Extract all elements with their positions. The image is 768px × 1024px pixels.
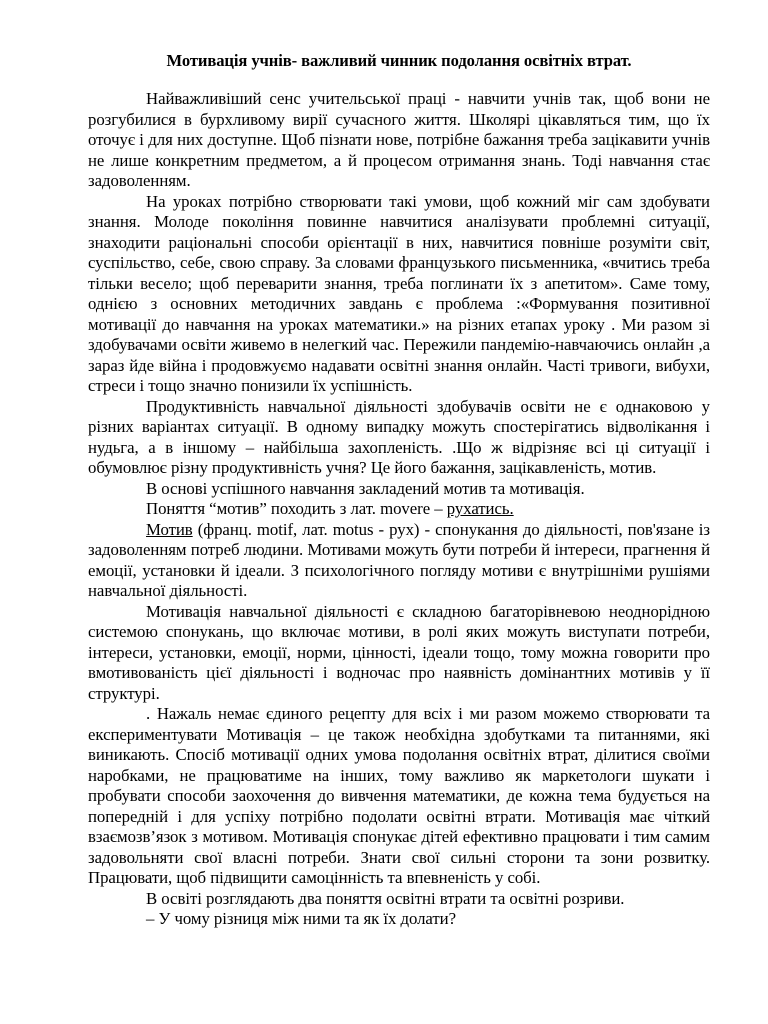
document-title: Мотивація учнів- важливий чинник подолання освітніх втрат.	[166, 51, 632, 70]
paragraph-teacher-goal: Найважливіший сенс учительської праці - навчити учнів так, щоб вони не розгубилися в бурхливому вирії сучасного життя. Школярі цікавляться тим, що їх оточує і для них доступне. Щоб пізнати нове, потрібне бажання треба зацікавити учнів не лише конкретним предметом, а й процесом отримання знань. Тоді навчання стає задоволенням.	[88, 89, 710, 190]
paragraph-lesson-conditions: На уроках потрібно створювати такі умови, щоб кожний міг сам здобувати знання. Молоде покоління повинне навчитися аналізувати проблемні ситуації, знаходити раціональні способи орієнтації в них, навчитися повніше розуміти світ, суспільство, себе, свою справу. За словами французького письменника, «вчитись треба тільки весело; щоб переварити знання, треба поглинати їх з апетитом». Саме тому, однією з основних методичних завдань є проблема :«Формування позитивної мотивації до навчання на уроках математики.» на різних етапах уроку . Ми разом зі здобувачами освіти живемо в нелегкий час. Пережили пандемію-навчаючись онлайн ,а зараз йде війна і продовжуємо надавати освітні знання онлайн. Часті тривоги, вибухи, стреси і тощо значно понизили їх успішність.	[88, 191, 710, 395]
motive-term-underlined: Мотив	[146, 519, 193, 539]
paragraph-no-single-recipe: . Нажаль немає єдиного рецепту для всіх і ми разом можемо створювати та експериментувати Мотивація – це також необхідна здобутками та питаннями, які виникають. Спосіб мотивації одних умова подолання освітніх втрат, ділитися своїми наробками, не працюватиме на інших, тому важливо як маркетологи шукати і пробувати способи заохочення до вивчення математики, де кожна тема будується на попередній і для успіху потрібно подолати освітні втрати. Мотивація має чіткий взаємозв’язок з мотивом. Мотивація спонукає дітей ефективно працювати і тим самим задовольняти свої власні потреби. Знати свої сильні сторони та зони розвитку. Працювати, щоб підвищити самоцінність та впевненість у собі.	[88, 704, 710, 887]
motive-origin-text: Поняття “мотив” походить з лат. movere –	[146, 499, 447, 518]
paragraph-productivity: Продуктивність навчальної діяльності здобувачів освіти не є однаковою у різних варіантах ситуації. В одному випадку можуть спостерігатись відволікання і нудьга, а в іншому – найбільша захопленість. .Що ж відрізняє всі ці ситуації і обумовлює різну продуктивність учня? Це його бажання, зацікавленість, мотив.	[88, 396, 710, 477]
motive-origin-underlined: рухатись.	[446, 499, 514, 518]
paragraph-motivation-system: Мотивація навчальної діяльності є складною багаторівневою неоднорідною системою спонукань, що включає мотиви, в ролі яких можуть виступати потреби, інтереси, установки, емоції, норми, цінності, ідеали тощо, тому можна говорити про вмотивованість цієї діяльності і водночас про наявність домінантних мотивів у її структурі.	[88, 601, 710, 703]
paragraph-motive-basis: В основі успішного навчання закладений мотив та мотивація.	[146, 478, 585, 498]
paragraph-motive-origin	[88, 499, 710, 520]
paragraph-motive-definition	[88, 520, 710, 602]
motive-definition-text: (франц. motif, лат. motus - рух) - спонукання до діяльності, пов'язане із задоволенням потреб людини. Мотивами можуть бути потреби й інтереси, прагнення й емоції, установки й ідеали. З психологічного погляду мотиви є внутрішніми рушіями навчальної діяльності.	[88, 519, 710, 600]
paragraph-question: – У чому різниця між ними та як їх долати?	[146, 909, 457, 928]
paragraph-two-concepts: В освіті розглядають два поняття освітні втрати та освітні розриви.	[146, 888, 625, 908]
